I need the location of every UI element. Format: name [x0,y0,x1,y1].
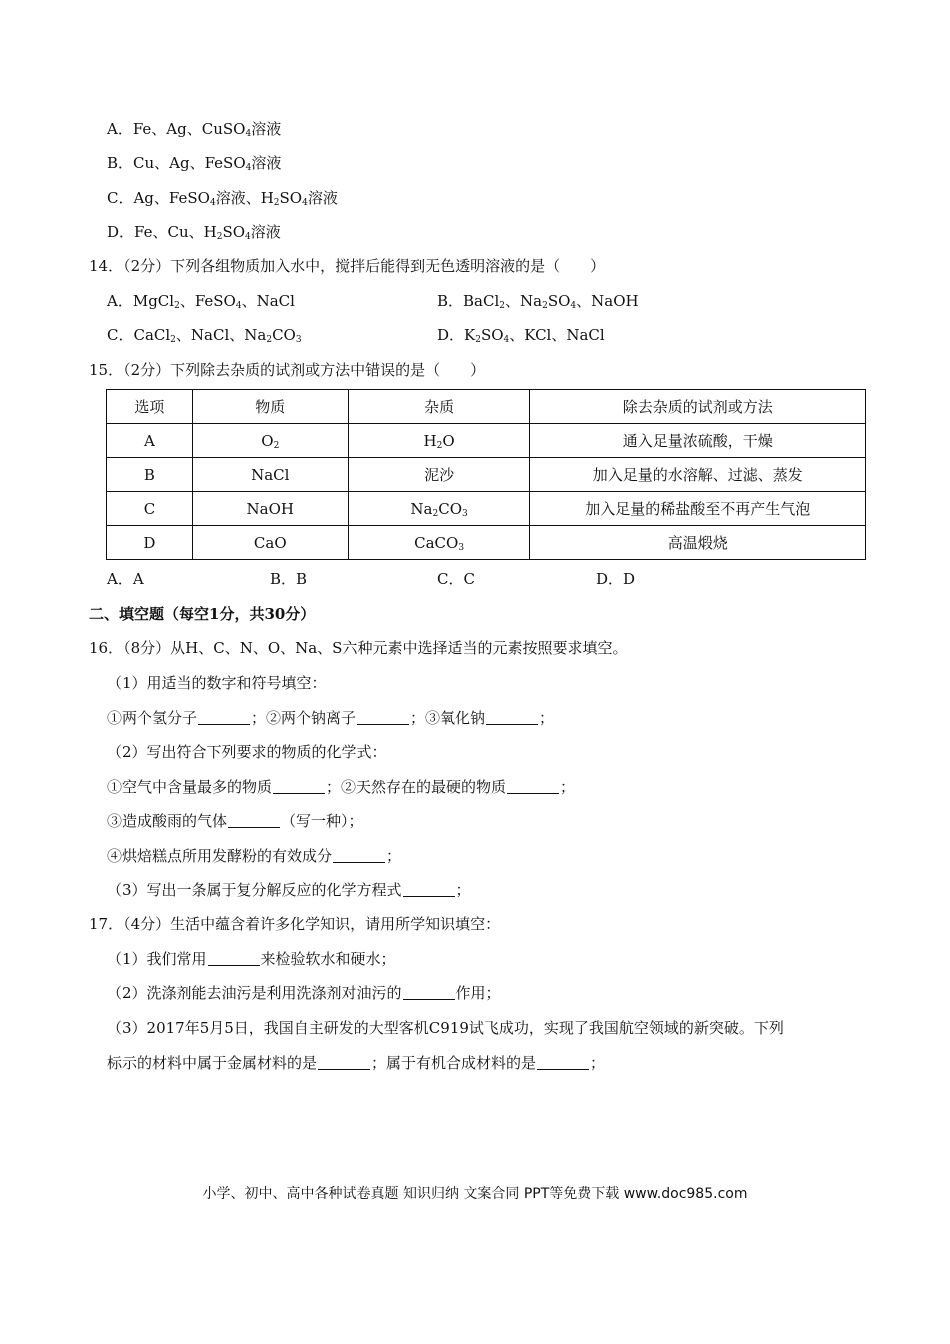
q14-option-c: C．CaCl$_2$、NaCl、$Na_2CO_3$ [107,326,302,345]
cell-substance: NaOH [192,492,348,526]
cell-impurity: CaCO$_3$ [348,526,530,560]
q14-option-a: A．MgCl$_2$、FeSO$_4$、NaCl [107,292,295,311]
cell-substance: $O_2$ [192,424,348,458]
answer-blank[interactable] [403,985,455,1000]
header-cell: 除去杂质的试剂或方法 [530,390,866,424]
answer-blank[interactable] [357,710,409,725]
header-cell: 杂质 [348,390,530,424]
answer-blank[interactable] [228,813,280,828]
cell-option: C [107,492,193,526]
cell-impurity: $H_2O$ [348,424,530,458]
q17-stem: 17．（4分）生活中蕴含着许多化学知识，请用所学知识填空： [89,915,501,933]
q15-table [106,389,866,560]
answer-blank[interactable] [507,779,559,794]
table-row [107,526,866,560]
cell-option: A [107,424,193,458]
q13-option-a: A．Fe、Ag、CuSO$_4$溶液 [107,120,282,139]
q13-option-b: B．Cu、Ag、FeSO$_4$溶液 [107,154,282,173]
q16-part2-blanks-2: ③造成酸雨的气体 （写一种）； [107,812,364,830]
table-row [107,492,866,526]
answer-blank[interactable] [198,710,250,725]
table-row [107,458,866,492]
q14-option-d: D．$K_2SO_4$、KCl、NaCl [437,326,605,345]
q13-option-c: C．Ag、FeSO$_4$溶液、$H_2SO_4$溶液 [107,189,338,208]
q16-stem: 16．（8分）从H、C、N、O、Na、S六种元素中选择适当的元素按照要求填空。 [89,639,628,657]
cell-method: 高温煅烧 [530,526,866,560]
q15-choice-a: A．A [107,570,144,588]
q13-option-d: D．Fe、Cu、$H_2SO_4$溶液 [107,223,281,242]
header-cell: 物质 [192,390,348,424]
q15-stem: 15．（2分）下列除去杂质的试剂或方法中错误的是（ ） [89,361,486,379]
cell-impurity: $Na_2CO_3$ [348,492,530,526]
header-cell: 选项 [107,390,193,424]
q15-choice-b: B．B [270,570,308,588]
cell-substance: CaO [192,526,348,560]
cell-method: 加入足量的稀盐酸至不再产生气泡 [530,492,866,526]
cell-substance: NaCl [192,458,348,492]
q14-option-b: B．BaCl$_2$、$Na_2SO_4$、NaOH [437,292,639,311]
q14-stem: 14．（2分）下列各组物质加入水中，搅拌后能得到无色透明溶液的是（ ） [89,257,606,275]
q16-part2-blanks-3: ④烘焙糕点所用发酵粉的有效成分 ； [107,847,402,865]
q17-part3-cont: 标示的材料中属于金属材料的是 ；属于有机合成材料的是 ； [107,1054,606,1072]
section-heading: 二、填空题（每空1分，共30分） [89,605,316,623]
answer-blank[interactable] [273,779,325,794]
q16-part1-blanks: ①两个氢分子 ；②两个钠离子 ；③氧化钠 ； [107,709,555,727]
q16-part3: （3）写出一条属于复分解反应的化学方程式 ； [107,881,471,899]
answer-blank[interactable] [333,848,385,863]
cell-option: B [107,458,193,492]
table-row [107,424,866,458]
answer-blank[interactable] [403,882,455,897]
q16-part2: （2）写出符合下列要求的物质的化学式： [107,743,387,761]
q15-choice-c: C．C [437,570,475,588]
cell-option: D [107,526,193,560]
q15-choice-d: D．D [596,570,636,588]
cell-method: 通入足量浓硫酸，干燥 [530,424,866,458]
q17-part3: （3）2017年5月5日，我国自主研发的大型客机C919试飞成功，实现了我国航空领域的新突破。下列 [107,1019,784,1037]
answer-blank[interactable] [537,1055,589,1070]
answer-blank[interactable] [486,710,538,725]
cell-method: 加入足量的水溶解、过滤、蒸发 [530,458,866,492]
page-footer: 小学、初中、高中各种试卷真题 知识归纳 文案合同 PPT等免费下载 www.doc985.com [202,1186,748,1202]
answer-blank[interactable] [208,951,260,966]
q17-part1: （1）我们常用 来检验软水和硬水； [107,950,396,968]
q17-part2: （2）洗涤剂能去油污是利用洗涤剂对油污的 作用； [107,984,501,1002]
table-header-row [107,390,866,424]
q16-part2-blanks-1: ①空气中含量最多的物质 ；②天然存在的最硬的物质 ； [107,778,576,796]
q16-part1: （1）用适当的数字和符号填空： [107,674,327,692]
answer-blank[interactable] [318,1055,370,1070]
cell-impurity: 泥沙 [348,458,530,492]
